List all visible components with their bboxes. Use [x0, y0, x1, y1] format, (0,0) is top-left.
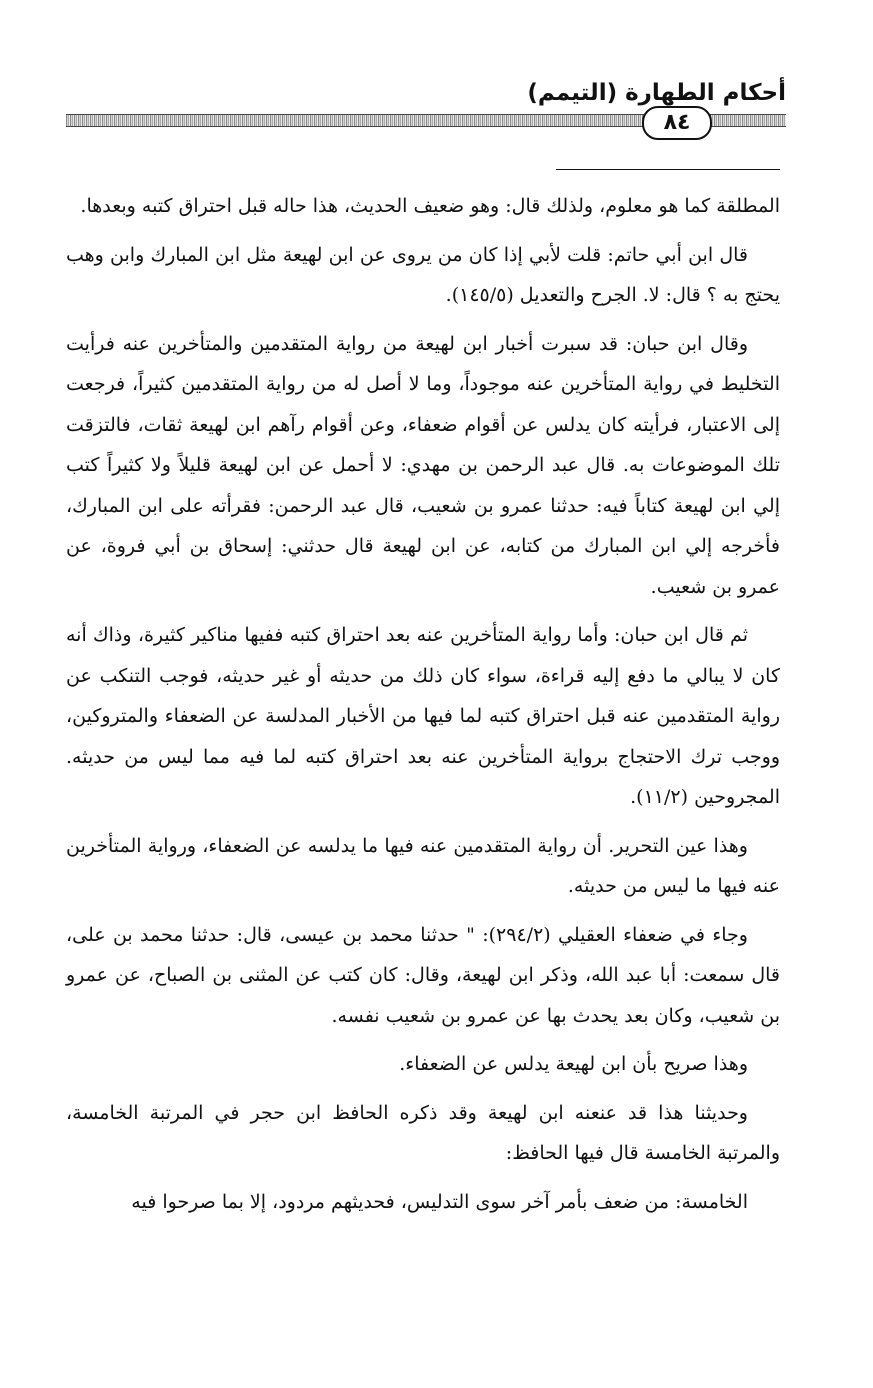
paragraph: قال ابن أبي حاتم: قلت لأبي إذا كان من يروى عن ابن لهيعة مثل ابن المبارك وابن وهب يحتج به ؟ قال: لا. الجرح والتعديل (١٤٥/٥). — [66, 243, 780, 306]
paragraph: ثم قال ابن حبان: وأما رواية المتأخرين عنه بعد احتراق كتبه ففيها مناكير كثيرة، وذاك أنه كان لا يبالي ما دفع إليه قراءة، سواء كان ذلك من حديثه أو غير حديثه، فوجب التنكب عن رواية المتقدمين عنه قبل احتراق كتبه لما فيها من الأخبار المدلسة عن الضعفاء والمتروكين، ووجب ترك الاحتجاج برواية المتأخرين عنه بعد احتراق كتبه لما فيه مما ليس من حديثه. المجروحين (١١/٢). — [66, 624, 780, 808]
paragraph: وجاء في ضعفاء العقيلي (٢٩٤/٢): " حدثنا محمد بن عيسى، قال: حدثنا محمد بن على، قال سمعت: أبا عبد الله، وذكر ابن لهيعة، وقال: كان كتب عن المثنى بن الصباح، عن عمرو بن شعيب، وكان بعد يحدث بها عن عمرو بن شعيب نفسه. — [66, 923, 780, 1027]
paragraph: المطلقة كما هو معلوم، ولذلك قال: وهو ضعيف الحديث، هذا حاله قبل احتراق كتبه وبعدها. — [80, 195, 780, 217]
page-number: ٨٤ — [642, 106, 712, 140]
page-header — [66, 78, 786, 138]
paragraph: وهذا عين التحرير. أن رواية المتقدمين عنه فيها ما يدلسه عن الضعفاء، ورواية المتأخرين عنه فيها ما ليس من حديثه. — [66, 834, 780, 897]
paragraph: وهذا صريح بأن ابن لهيعة يدلس عن الضعفاء. — [399, 1053, 748, 1075]
paragraph: وقال ابن حبان: قد سبرت أخبار ابن لهيعة من رواية المتقدمين والمتأخرين عنه فرأيت التخليط في رواية المتأخرين عنه موجوداً، وما لا أصل له من رواية المتقدمين كثيراً، فرجعت إلى الاعتبار، فرأيته كان يدلس عن أقوام ضعفاء، وعن أقوام رآهم ابن لهيعة ثقات، فالتزقت تلك الموضوعات به. قال عبد الرحمن بن مهدي: لا أحمل عن ابن لهيعة قليلاً ولا كثيراً كتب إلي ابن لهيعة كتاباً فيه: حدثنا عمرو بن شعيب، قال عبد الرحمن: فقرأته على ابن المبارك، فأخرجه إلي ابن المبارك من كتابه، عن ابن لهيعة قال حدثني: إسحاق بن أبي فروة، عن عمرو بن شعيب. — [66, 332, 780, 598]
continuation-rule — [556, 169, 780, 170]
paragraph: وحديثنا هذا قد عنعنه ابن لهيعة وقد ذكره الحافظ ابن حجر في المرتبة الخامسة، والمرتبة الخامسة قال فيها الحافظ: — [66, 1101, 780, 1164]
paragraph: الخامسة: من ضعف بأمر آخر سوى التدليس، فحديثهم مردود، إلا بما صرحوا فيه — [131, 1190, 748, 1213]
running-title: أحكام الطهارة (التيمم) — [527, 80, 786, 106]
body-text — [66, 186, 780, 1230]
